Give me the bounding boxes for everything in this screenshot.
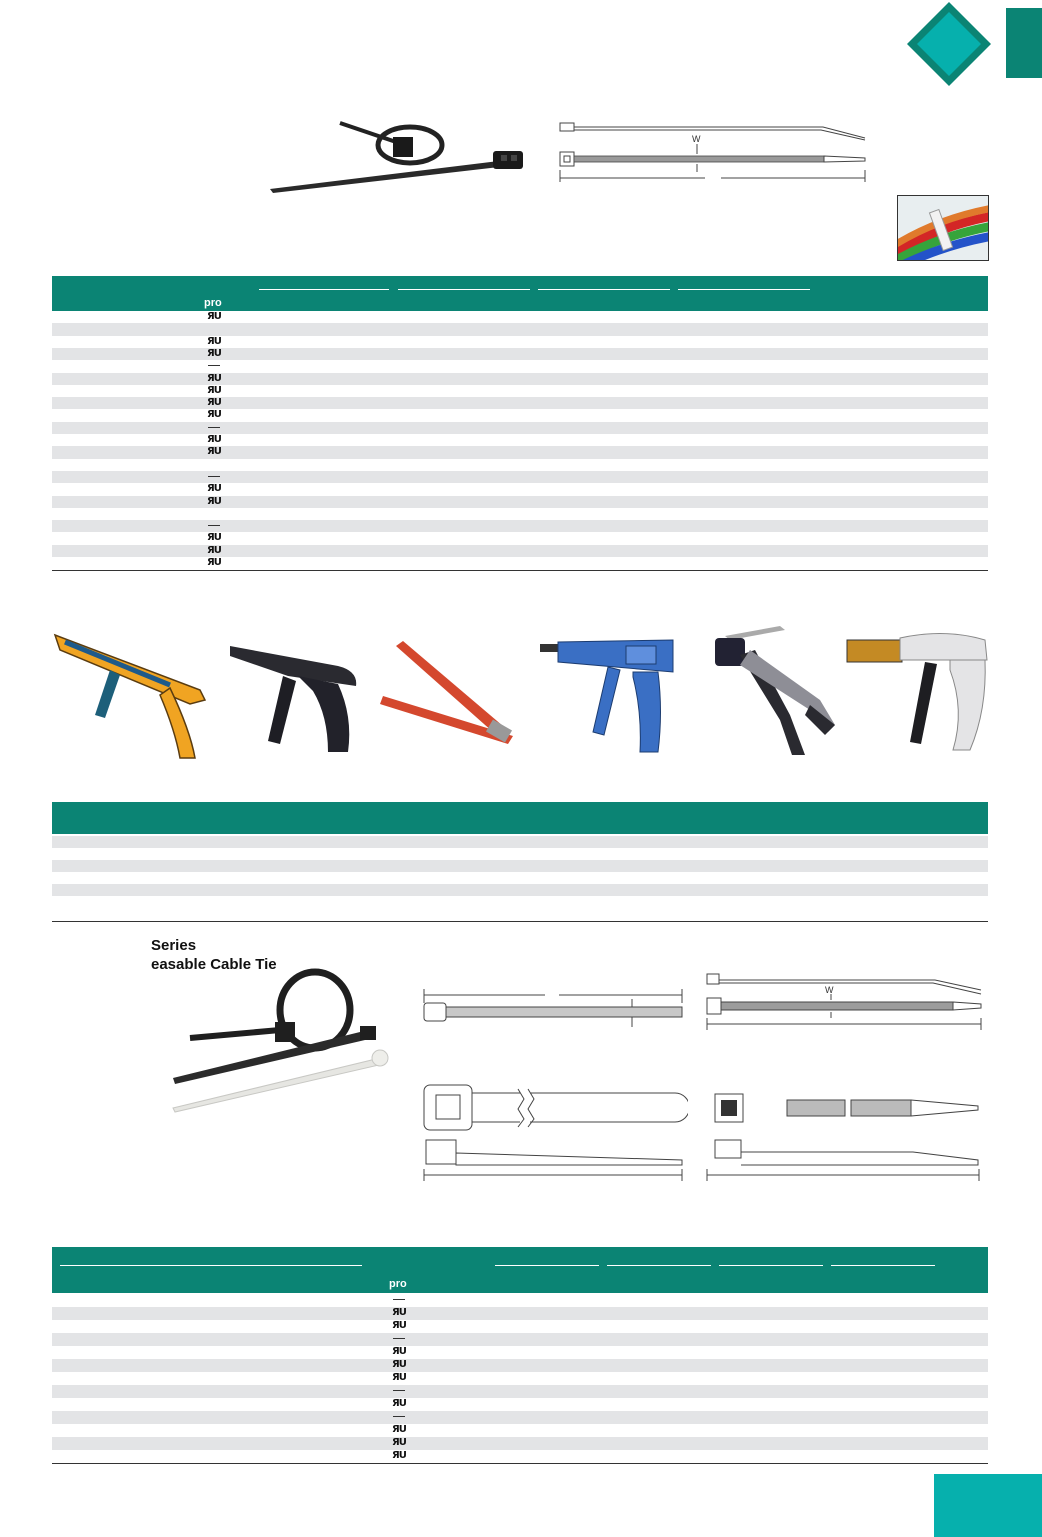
table-row (52, 1450, 988, 1463)
ul-mark-icon: ЯU (392, 1307, 406, 1318)
table-row (52, 1437, 988, 1450)
table-row (52, 409, 988, 421)
teal-diamond-icon (905, 0, 993, 88)
table3-pro-label: pro (389, 1278, 407, 1290)
table-row (52, 1333, 988, 1346)
table-row (52, 385, 988, 397)
ul-mark-icon: ЯU (392, 1372, 406, 1383)
ul-mark-icon: ЯU (207, 397, 221, 409)
no-cert-dash (393, 1338, 405, 1339)
releasable-tie-drawing-left (420, 985, 688, 1185)
ul-mark-icon: ЯU (207, 532, 221, 544)
section3-title-line1: Series (151, 937, 197, 954)
table-row (52, 1372, 988, 1385)
table-row (52, 1346, 988, 1359)
cable-tie-photo (265, 115, 530, 195)
ul-mark-icon: ЯU (392, 1450, 406, 1461)
ul-mark-icon: ЯU (207, 495, 221, 507)
table-row (52, 848, 988, 860)
table-row (52, 459, 988, 471)
ul-mark-icon: ЯU (207, 434, 221, 445)
releasable-tie-photo (165, 960, 395, 1115)
ul-mark-icon: ЯU (207, 311, 221, 322)
table-row (52, 532, 988, 544)
ul-mark-icon: ЯU (207, 384, 221, 396)
table-row (52, 860, 988, 872)
tool-gun-yellow-photo (50, 630, 210, 760)
ul-mark-icon: ЯU (392, 1437, 406, 1448)
tool-pliers-red-photo (378, 636, 520, 746)
table3-header (52, 1247, 988, 1293)
ul-mark-icon: ЯU (207, 409, 221, 421)
table-row (52, 348, 988, 360)
table-row (52, 557, 988, 569)
no-cert-dash (208, 476, 220, 477)
table-row (52, 884, 988, 896)
ul-mark-icon: ЯU (392, 1424, 406, 1435)
table-row (52, 446, 988, 458)
table-row (52, 1359, 988, 1372)
table-row (52, 1411, 988, 1424)
table2-bottom-rule (52, 921, 988, 922)
table-row (52, 520, 988, 532)
table-row (52, 373, 988, 385)
ul-mark-icon: ЯU (392, 1398, 406, 1409)
table-row (52, 1307, 988, 1320)
no-cert-dash (208, 427, 220, 428)
table-row (52, 434, 988, 446)
no-cert-dash (393, 1299, 405, 1300)
table1-pro-label: pro (204, 297, 222, 309)
table-row (52, 483, 988, 495)
table-row (52, 545, 988, 557)
header-color-bar (1006, 8, 1042, 78)
tool-gun-grey-photo (845, 630, 990, 752)
cable-tie-technical-drawing (555, 118, 870, 186)
table-row (52, 397, 988, 409)
width-label-right: W (825, 985, 834, 995)
table-row (52, 896, 988, 908)
table-row (52, 311, 988, 323)
ul-mark-icon: ЯU (207, 347, 221, 359)
ul-mark-icon: ЯU (207, 544, 221, 556)
table-row (52, 1294, 988, 1307)
table2-header (52, 802, 988, 834)
tool-steel-tie-photo (710, 620, 840, 760)
no-cert-dash (208, 525, 220, 526)
colored-cables-photo (897, 195, 989, 261)
table-row (52, 1398, 988, 1411)
table-row (52, 836, 988, 848)
no-cert-dash (208, 365, 220, 366)
ul-mark-icon: ЯU (392, 1346, 406, 1357)
table-row (52, 872, 988, 884)
table-row (52, 1385, 988, 1398)
table-row (52, 471, 988, 483)
section3-title-line2: easable Cable Tie (151, 956, 277, 973)
tool-gun-blue-photo (538, 632, 678, 754)
table1-header (52, 276, 988, 311)
table3-bottom-rule (52, 1463, 988, 1464)
table-row (52, 323, 988, 335)
ul-mark-icon: ЯU (207, 372, 221, 384)
table-row (52, 496, 988, 508)
ul-mark-icon: ЯU (392, 1359, 406, 1370)
ul-mark-icon: ЯU (207, 483, 221, 495)
no-cert-dash (393, 1416, 405, 1417)
table1-bottom-rule (52, 570, 988, 571)
table-row (52, 336, 988, 348)
ul-mark-icon: ЯU (207, 446, 221, 458)
no-cert-dash (393, 1390, 405, 1391)
table-row (52, 360, 988, 372)
releasable-tie-drawing-right (703, 970, 985, 1185)
table-row (52, 1320, 988, 1333)
ul-mark-icon: ЯU (392, 1320, 406, 1331)
ul-mark-icon: ЯU (207, 335, 221, 347)
ul-mark-icon: ЯU (207, 557, 221, 568)
page-tab (934, 1474, 1042, 1537)
table-row (52, 422, 988, 434)
tool-gun-black-photo (228, 636, 363, 754)
table-row (52, 1424, 988, 1437)
width-label: W (692, 134, 701, 144)
table-row (52, 508, 988, 520)
